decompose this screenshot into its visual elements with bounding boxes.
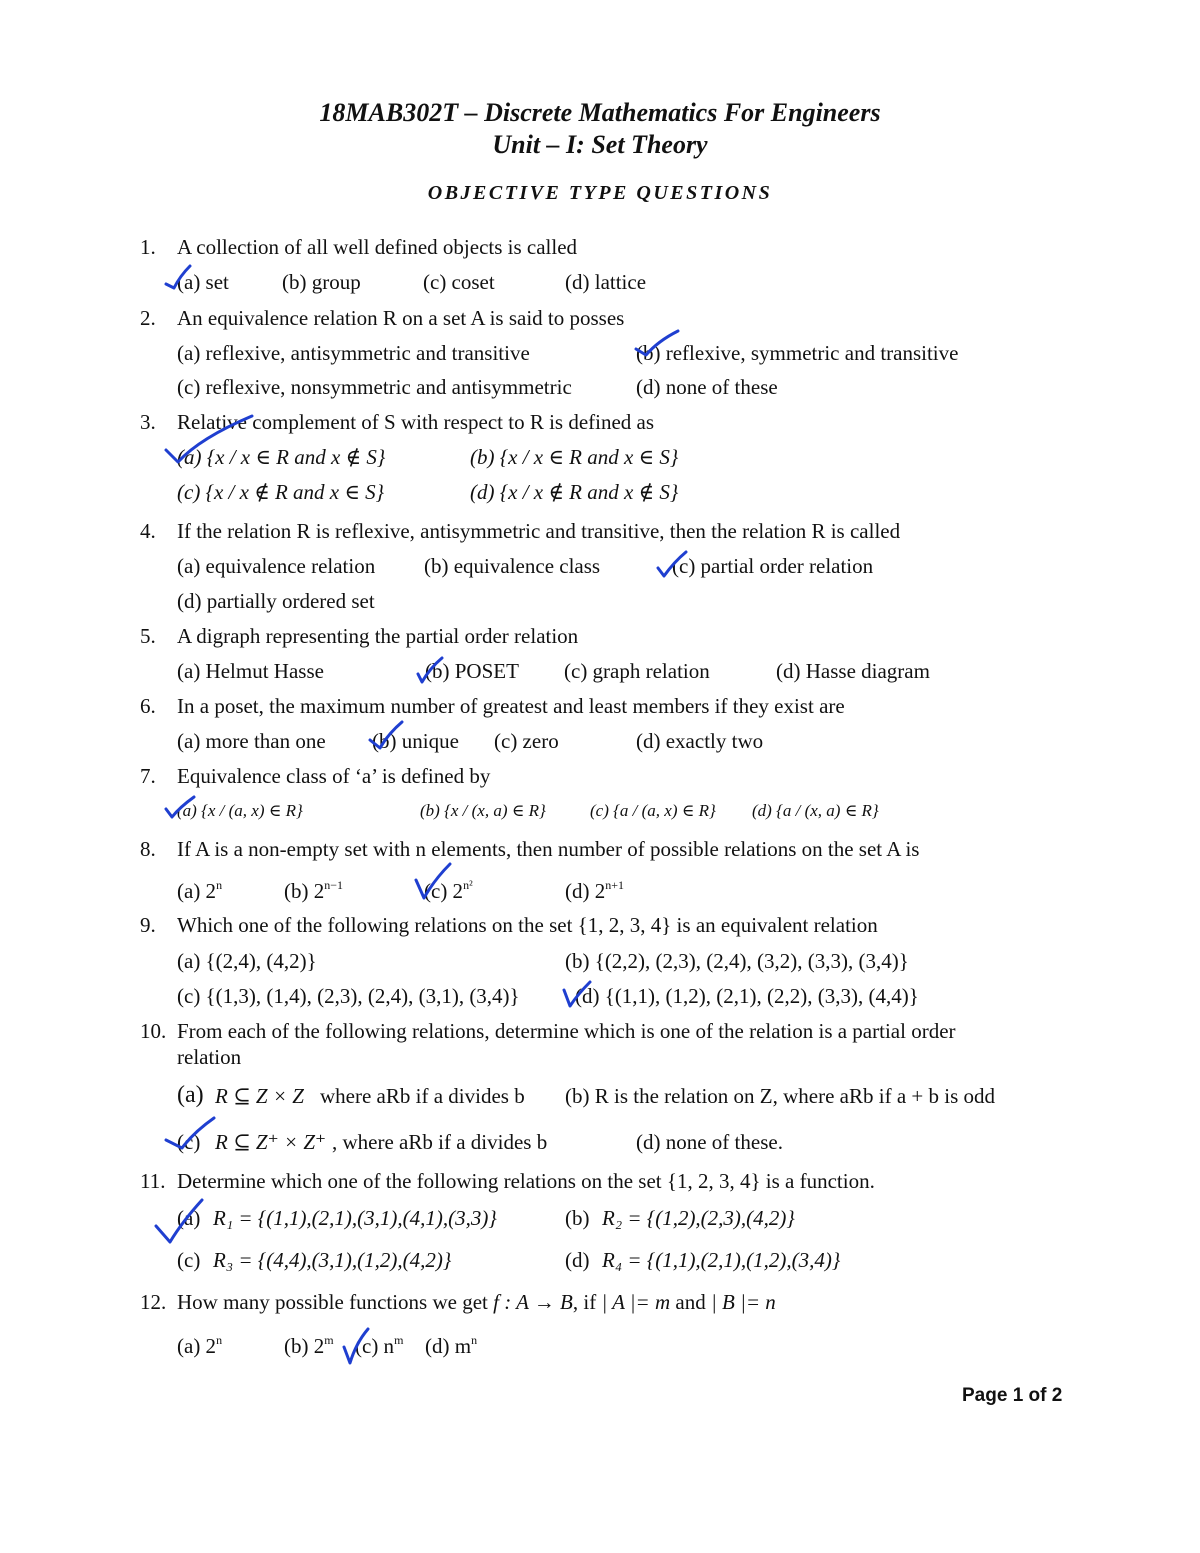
q10-option-a-text: where aRb if a divides b <box>320 1084 525 1108</box>
q1-option-b: (b) group <box>282 270 361 294</box>
q6-option-d: (d) exactly two <box>636 729 764 753</box>
check-mark-icon-q12 <box>338 1325 374 1369</box>
question-1: 1. A collection of all well defined objects is called <box>140 235 578 259</box>
q3-option-a: (a) {x / x ∈ R and x ∉ S} <box>177 445 386 469</box>
q5-option-c: (c) graph relation <box>564 659 710 683</box>
check-mark-icon-q3 <box>160 410 260 468</box>
q8-option-d: (d) $2^{n+1}$ <box>565 878 625 903</box>
question-12: 12. How many possible functions we get f : A → B, if | A |= m and | B |= n <box>140 1290 776 1314</box>
question-5: 5. A digraph representing the partial order relation <box>140 624 579 648</box>
q12-option-a: (a) 2$^n$ <box>177 1333 223 1358</box>
q12-option-c: (c) $n^m$ <box>355 1333 404 1358</box>
q11-option-c-label: (c) <box>177 1248 201 1272</box>
q12-option-b: (b) 2$^m$ <box>284 1333 334 1358</box>
q11-option-a-label: (a) <box>177 1206 201 1230</box>
q4-option-d: (d) partially ordered set <box>177 589 375 613</box>
question-10: 10. From each of the following relations, determine which is one of the relation is a partial order <box>140 1019 956 1043</box>
q12-option-d: (d) $m^n$ <box>425 1333 478 1358</box>
q8-option-b: (b) $2^{n-1}$ <box>284 878 344 903</box>
q6-option-a: (a) more than one <box>177 729 326 753</box>
check-mark-icon-q10 <box>160 1112 222 1156</box>
q5-option-a: (a) Helmut Hasse <box>177 659 324 683</box>
q10-option-b: (b) R is the relation on Z, where aRb if a + b is odd <box>565 1084 995 1108</box>
question-11: 11. Determine which one of the following relations on the set {1, 2, 3, 4} is a function. <box>140 1169 875 1193</box>
q3-option-c: (c) {x / x ∉ R and x ∈ S} <box>177 480 385 504</box>
q8-option-c: (c) $2^{n^2}$ <box>424 878 473 903</box>
q5-option-d: (d) Hasse diagram <box>776 659 930 683</box>
q7-option-c: (c) {a / (a, x) ∈ R} <box>590 801 716 820</box>
q11-option-b-math: R₂ = {(1,2),(2,3),(4,2)} <box>602 1206 795 1230</box>
q11-option-c-math: R₃ = {(4,4),(3,1),(1,2),(4,2)} <box>213 1248 452 1272</box>
question-2: 2. An equivalence relation R on a set A is said to posses <box>140 306 625 330</box>
document-title: 18MAB302T – Discrete Mathematics For Engineers <box>319 98 881 127</box>
question-7: 7. Equivalence class of ‘a’ is defined by <box>140 764 491 788</box>
check-mark-icon-q9 <box>558 976 598 1014</box>
q8-option-a: (a) 2$^n$ <box>177 878 223 903</box>
check-mark-icon-q6 <box>364 718 408 754</box>
q9-option-d: (d) {(1,1), (1,2), (2,1), (2,2), (3,3), (4,4)} <box>575 984 919 1008</box>
q4-option-b: (b) equivalence class <box>424 554 601 578</box>
q6-option-b: (b) unique <box>372 729 459 753</box>
page-number: Page 1 of 2 <box>962 1385 1063 1406</box>
q10-option-c-math: R ⊆ Z⁺ × Z⁺ <box>215 1130 327 1154</box>
q10-option-c-text: , where aRb if a divides b <box>332 1130 548 1154</box>
check-mark-icon-q5 <box>412 654 448 688</box>
q4-option-a: (a) equivalence relation <box>177 554 376 578</box>
q7-option-a: (a) {x / (a, x) ∈ R} <box>177 801 303 820</box>
q11-option-d-math: R₄ = {(1,1),(2,1),(1,2),(3,4)} <box>602 1248 841 1272</box>
question-9: 9. Which one of the following relations on the set {1, 2, 3, 4} is an equivalent relation <box>140 913 878 937</box>
check-mark-icon-q8 <box>410 860 456 906</box>
section-heading: OBJECTIVE TYPE QUESTIONS <box>427 182 773 204</box>
question-3: 3. Relative complement of S with respect to R is defined as <box>140 410 655 434</box>
q11-option-a-math: R₁ = {(1,1),(2,1),(3,1),(4,1),(3,3)} <box>213 1206 497 1230</box>
q3-option-b: (b) {x / x ∈ R and x ∈ S} <box>470 445 679 469</box>
q2-option-d: (d) none of these <box>636 375 778 399</box>
q10-option-c-label: (c) <box>177 1130 201 1154</box>
q2-option-c: (c) reflexive, nonsymmetric and antisymmetric <box>177 375 572 399</box>
q4-option-c: (c) partial order relation <box>672 554 874 578</box>
q2-option-a: (a) reflexive, antisymmetric and transitive <box>177 341 530 365</box>
q11-option-d-label: (d) <box>565 1248 590 1272</box>
q6-option-c: (c) zero <box>494 729 559 753</box>
q10-option-a-math: R ⊆ Z × Z <box>215 1084 304 1108</box>
q9-option-a: (a) {(2,4), (4,2)} <box>177 949 317 973</box>
check-mark-icon-q2 <box>628 325 684 365</box>
q3-option-d: (d) {x / x ∉ R and x ∉ S} <box>470 480 679 504</box>
q10-option-a-label: (a) <box>177 1082 204 1108</box>
q9-option-b: (b) {(2,2), (2,3), (2,4), (3,2), (3,3), (3,4)} <box>565 949 909 973</box>
q1-option-a: (a) set <box>177 270 229 294</box>
q1-option-c: (c) coset <box>423 270 495 294</box>
check-mark-icon-q11 <box>150 1194 210 1250</box>
question-6: 6. In a poset, the maximum number of greatest and least members if they exist are <box>140 694 845 718</box>
question-8: 8. If A is a non-empty set with n elements, then number of possible relations on the set A is <box>140 837 920 861</box>
q2-option-b: (b) reflexive, symmetric and transitive <box>636 341 959 365</box>
q7-option-d: (d) {a / (x, a) ∈ R} <box>752 801 879 820</box>
q7-option-b: (b) {x / (x, a) ∈ R} <box>420 801 546 820</box>
q9-option-c: (c) {(1,3), (1,4), (2,3), (2,4), (3,1), (3,4)} <box>177 984 520 1008</box>
question-4: 4. If the relation R is reflexive, antisymmetric and transitive, then the relation R is called <box>140 519 901 543</box>
check-mark-icon-q7 <box>160 793 200 823</box>
check-mark-icon-q1 <box>160 262 196 294</box>
q1-option-d: (d) lattice <box>565 270 647 294</box>
unit-title: Unit – I: Set Theory <box>492 130 708 159</box>
question-10-continued: relation <box>177 1045 242 1069</box>
q11-option-b-label: (b) <box>565 1206 590 1230</box>
check-mark-icon-q4 <box>652 548 692 582</box>
q10-option-d: (d) none of these. <box>636 1130 783 1154</box>
q5-option-b: (b) POSET <box>425 659 519 683</box>
